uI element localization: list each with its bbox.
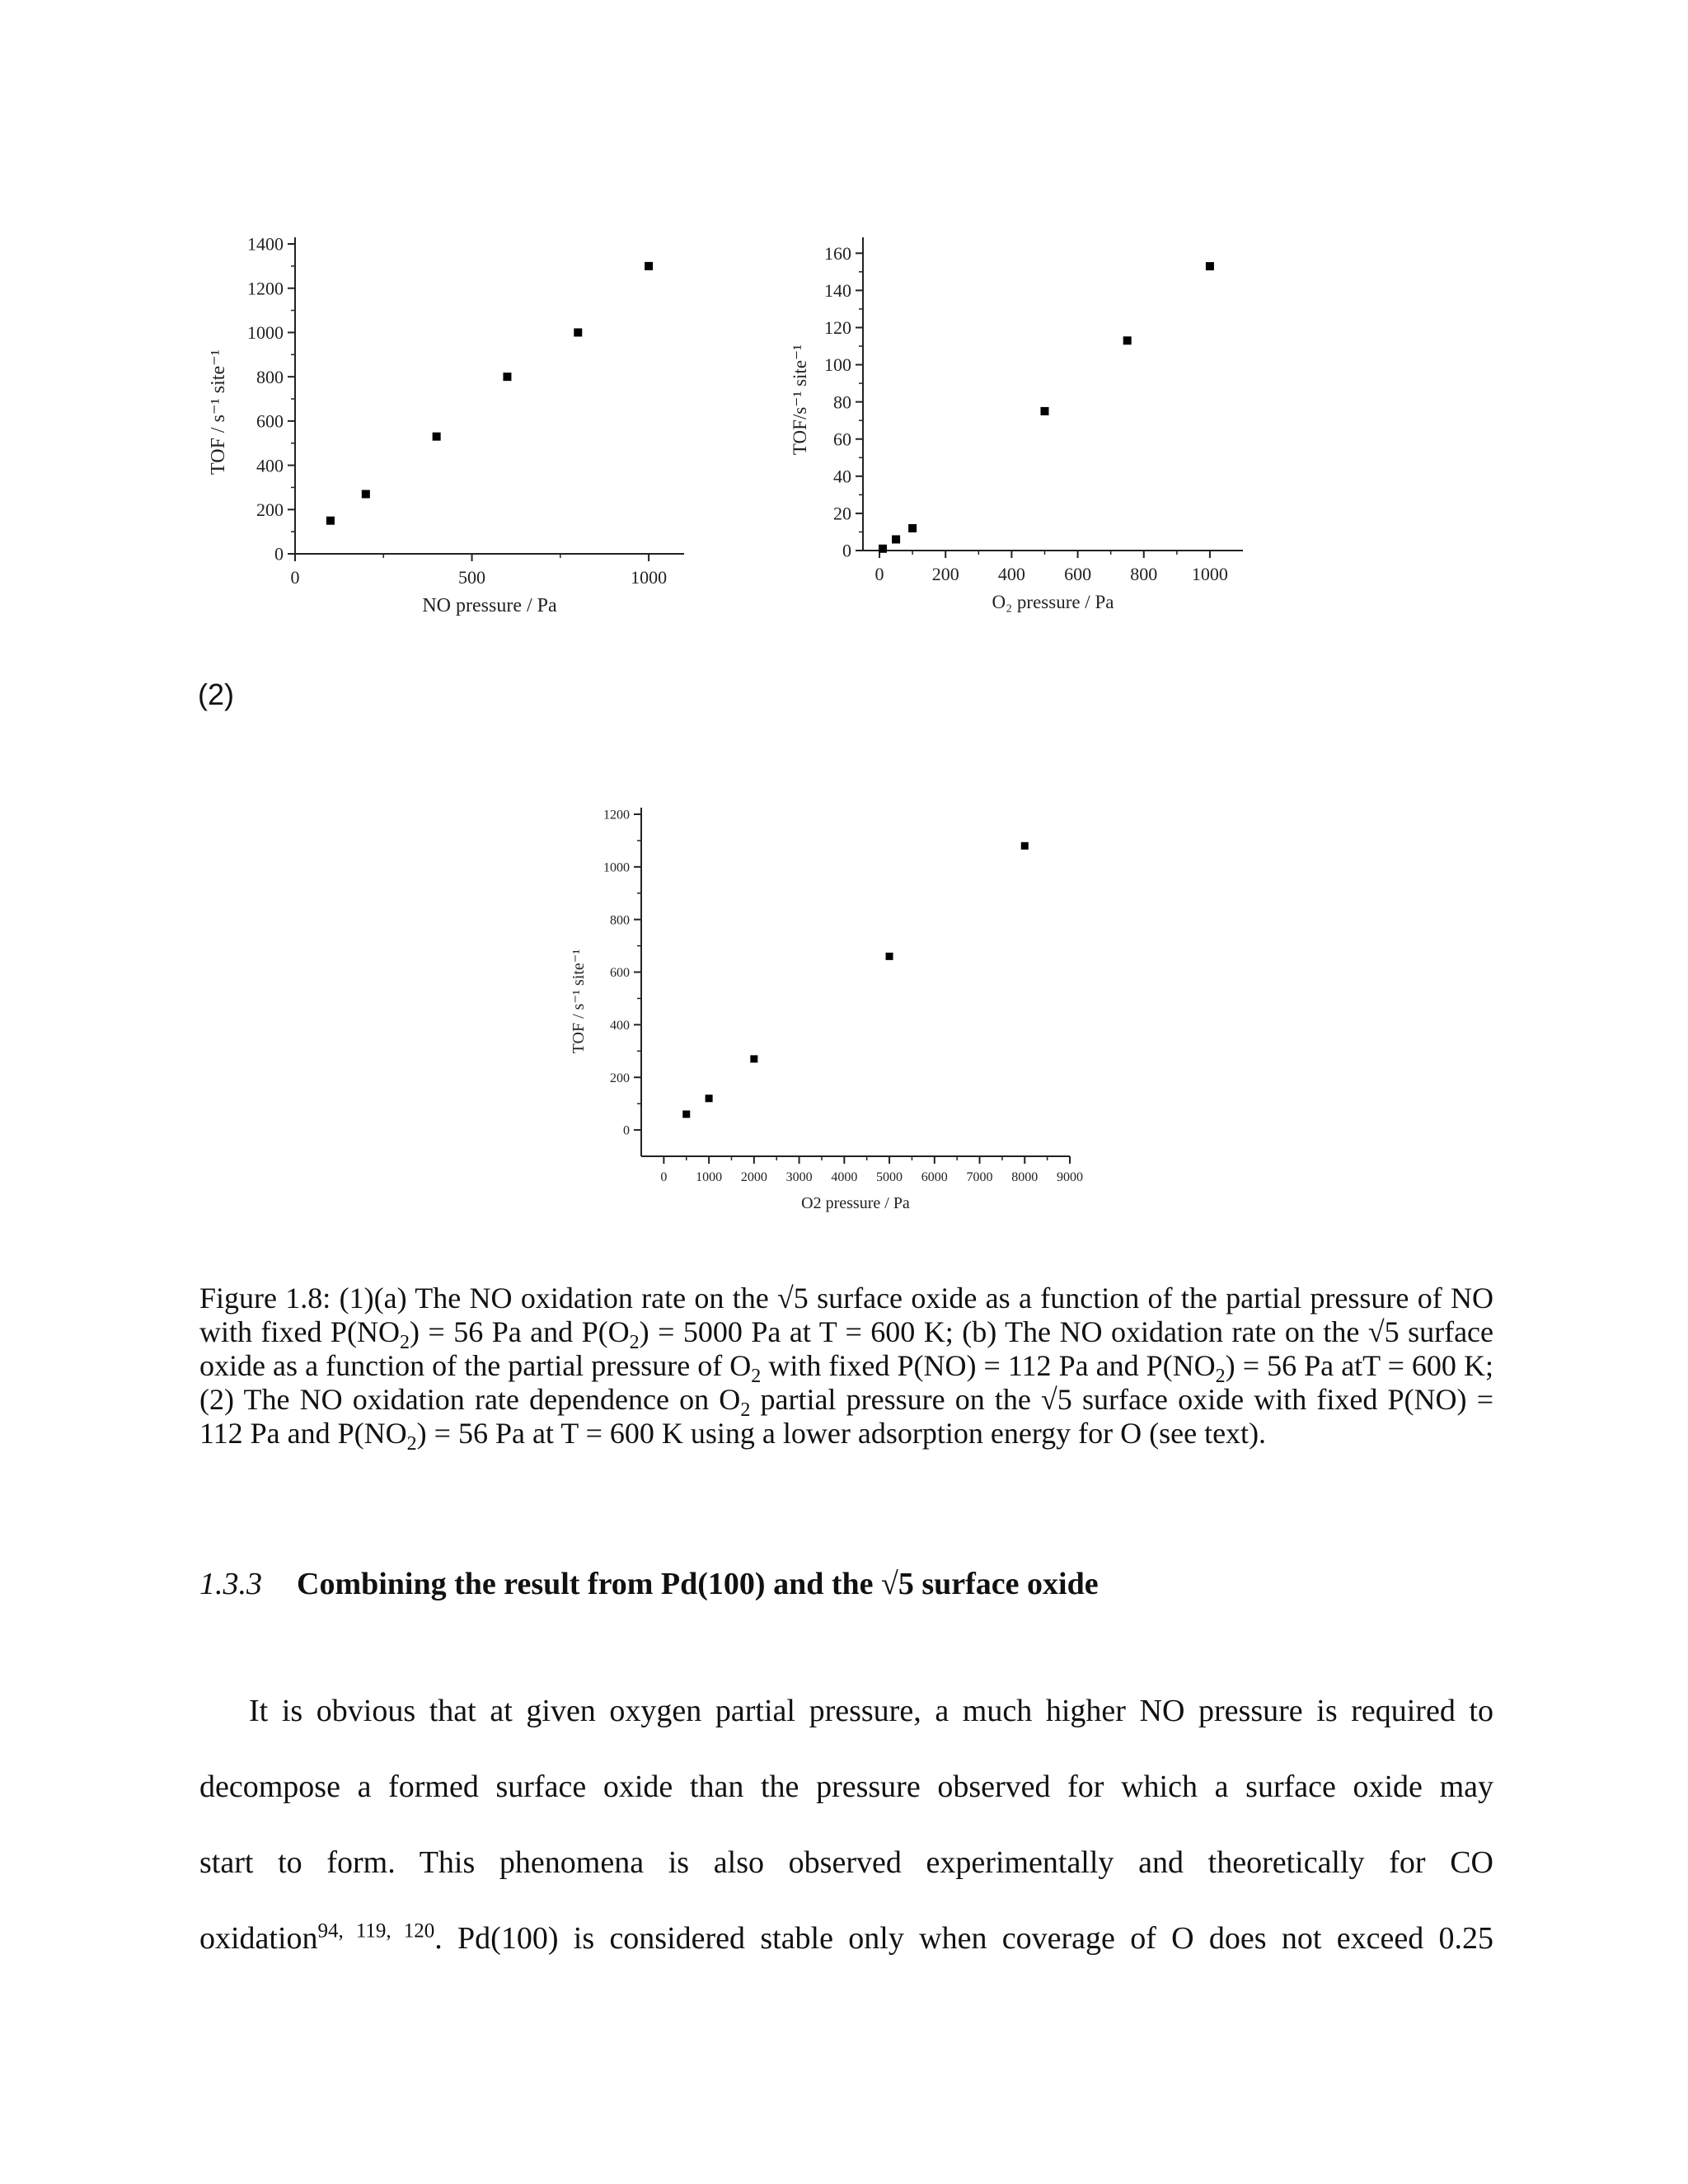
data-point <box>645 262 653 270</box>
y-tick-label: 200 <box>256 499 284 520</box>
data-point <box>750 1055 757 1062</box>
x-tick-label: 500 <box>458 567 486 588</box>
data-point <box>433 433 441 441</box>
data-point <box>503 373 511 381</box>
x-tick-label: 800 <box>1130 564 1158 584</box>
x-tick-label: 400 <box>997 564 1025 584</box>
x-tick-label: 0 <box>874 564 884 584</box>
x-tick-label: 3000 <box>785 1170 813 1184</box>
x-tick-label: 200 <box>931 564 959 584</box>
y-tick-label: 160 <box>824 242 851 264</box>
y-tick-label: 800 <box>256 366 284 387</box>
data-point <box>1021 842 1029 850</box>
y-tick-label: 400 <box>610 1018 630 1033</box>
data-point <box>574 328 582 336</box>
y-axis-label: TOF / s⁻¹ site⁻¹ <box>570 949 588 1054</box>
y-tick-label: 0 <box>274 543 284 565</box>
data-point <box>326 517 335 525</box>
section-title: Combining the result from Pd(100) and the √5 surface oxide <box>297 1567 1099 1601</box>
body-paragraph <box>199 1673 1493 1976</box>
x-tick-label: 7000 <box>966 1170 993 1184</box>
panel-label: (2) <box>198 677 234 711</box>
y-axis-label: TOF/s⁻¹ site⁻¹ <box>790 344 810 456</box>
y-tick-label: 200 <box>610 1071 630 1085</box>
x-tick-label: 1000 <box>1191 564 1228 584</box>
x-axis-label: O2 pressure / Pa <box>801 1194 910 1212</box>
data-point <box>682 1110 690 1118</box>
x-tick-label: 1000 <box>631 567 668 588</box>
chart-2 <box>790 237 1243 612</box>
x-tick-label: 0 <box>660 1170 668 1184</box>
y-tick-label: 1200 <box>603 808 630 823</box>
x-axis-label: O₂ pressure / Pa <box>992 592 1114 612</box>
y-tick-label: 400 <box>256 455 284 476</box>
data-point <box>706 1094 713 1102</box>
section-number: 1.3.3 <box>199 1567 262 1601</box>
y-tick-label: 140 <box>824 280 851 302</box>
data-point <box>879 545 887 553</box>
x-tick-label: 600 <box>1064 564 1092 584</box>
data-point <box>1040 407 1048 415</box>
y-tick-label: 1400 <box>247 233 284 255</box>
paragraph-line: start to form. This phenomena is also observed experimentally and theoretically for CO <box>199 1845 1493 1880</box>
x-tick-label: 9000 <box>1057 1170 1083 1184</box>
y-tick-label: 600 <box>256 410 284 432</box>
y-tick-label: 1000 <box>247 322 284 344</box>
x-tick-label: 5000 <box>876 1170 903 1184</box>
paragraph-line: decompose a formed surface oxide than the pressure observed for which a surface oxide may <box>199 1769 1493 1804</box>
data-point <box>908 524 917 532</box>
data-point <box>1123 336 1132 344</box>
y-tick-label: 1000 <box>603 860 630 875</box>
data-point <box>892 535 900 543</box>
y-tick-label: 20 <box>833 503 851 524</box>
x-tick-label: 8000 <box>1011 1170 1039 1184</box>
y-tick-label: 0 <box>623 1123 630 1138</box>
section-heading <box>199 1566 1099 1602</box>
x-tick-label: 2000 <box>740 1170 767 1184</box>
data-point <box>886 953 893 960</box>
y-tick-label: 120 <box>824 317 851 339</box>
y-tick-label: 600 <box>610 966 630 981</box>
x-tick-label: 4000 <box>831 1170 858 1184</box>
y-tick-label: 100 <box>824 354 851 376</box>
x-tick-label: 6000 <box>921 1170 948 1184</box>
data-point <box>362 490 370 498</box>
x-axis-label: NO pressure / Pa <box>422 595 557 616</box>
figure-caption: Figure 1.8: (1)(a) The NO oxidation rate on the √5 surface oxide as a function of the partial pressure of NO with fixed $P(NO_2) = 56$ Pa and $P(O_2) = 5000$ Pa at T = 600 K; (b) The NO oxidation rate on the √5 surface oxide as a function of the partial pressure of $O_2$ with fixed P(NO) = 112 Pa and $P(NO_2) = 56$ Pa atT = 600 K; (2) The NO oxidation rate dependence on $O_2$ partial pressure on the √5 surface oxide with fixed P(NO) = 112 Pa and $P(NO_2) = 56$ Pa at T = 600 K using a lower adsorption energy for O (see text). <box>199 1282 1494 1455</box>
chart-3 <box>570 808 1083 1212</box>
y-axis-label: TOF / s⁻¹ site⁻¹ <box>208 349 229 475</box>
y-tick-label: 60 <box>833 429 851 450</box>
data-point <box>1206 262 1214 270</box>
y-tick-label: 40 <box>833 466 851 487</box>
x-tick-label: 0 <box>290 567 300 588</box>
paragraph-line: oxidation$^{94, 119, 120}$. Pd(100) is considered stable only when coverage of O does not exceed 0.25 <box>199 1919 1493 1956</box>
y-tick-label: 80 <box>833 391 851 413</box>
y-tick-label: 800 <box>610 913 630 928</box>
x-tick-label: 1000 <box>696 1170 723 1184</box>
paragraph-line: It is obvious that at given oxygen partial pressure, a much higher NO pressure is required to <box>249 1694 1493 1728</box>
y-tick-label: 1200 <box>247 278 284 299</box>
chart-1 <box>208 234 684 616</box>
y-tick-label: 0 <box>842 540 851 561</box>
